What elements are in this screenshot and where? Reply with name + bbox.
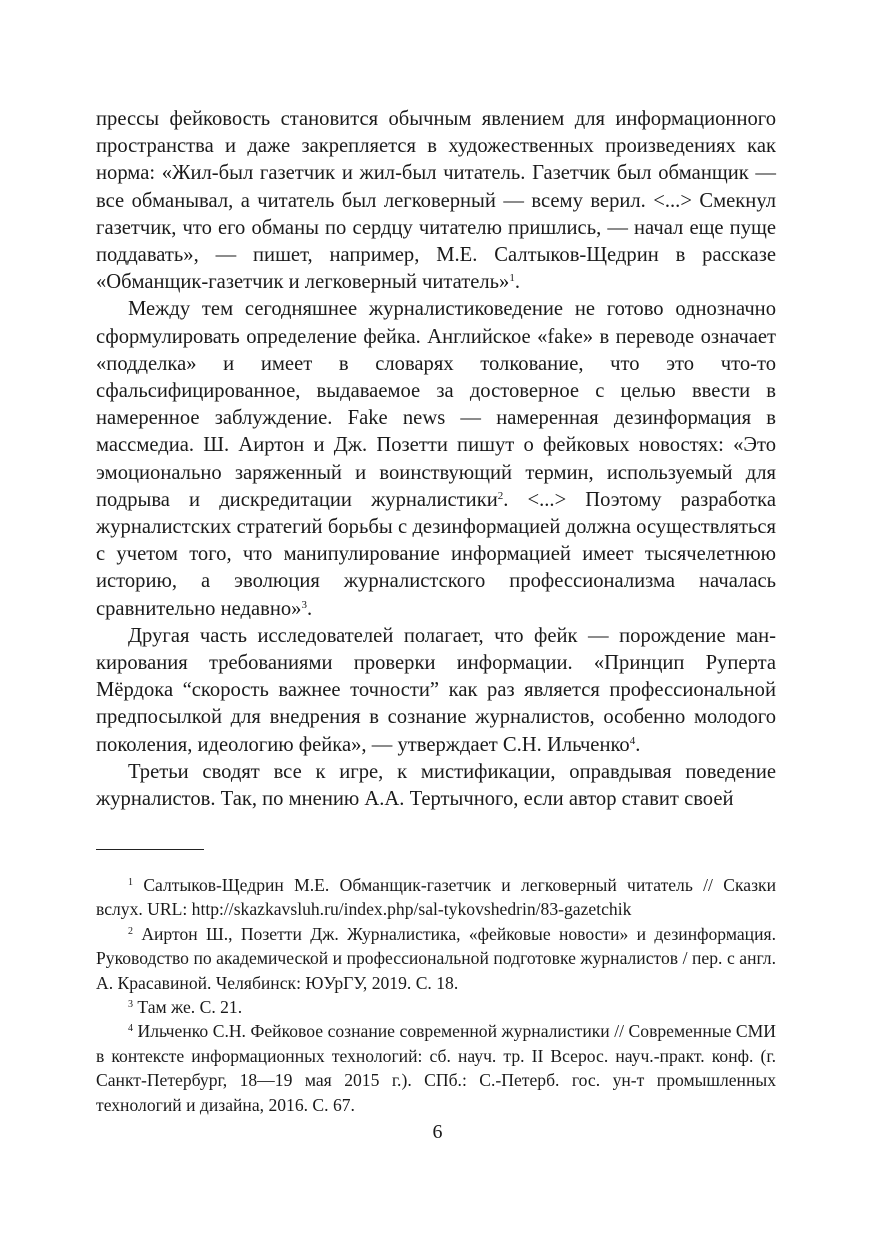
paragraph-1-end: . [514, 271, 520, 294]
footnote-2 [96, 922, 776, 995]
paragraph-3 [96, 623, 776, 759]
footnote-2-text: Аиртон Ш., Позетти Дж. Журналистика, «фейковые новости» и дезинформация. Руководство по академической и профессиональной подготовке журналистов / пер. с англ. А. Красавиной. Челябинск: ЮУрГУ, 2019. С. 18. [96, 923, 776, 993]
footnote-4-text: Ильченко С.Н. Фейковое сознание современной журналистики // Современные СМИ в контексте информационных технологий: сб. науч. тр. II Всерос. науч.-практ. конф. (г. Санкт-Петербург, 18—19 мая 2015 г.). СПб.: С.-Петерб. гос. ун-т промышленных технологий и дизайна, 2016. С. 67. [96, 1021, 776, 1115]
paragraph-2-text-a: Между тем сегодняшнее журналистиковедение не готово однозначно сформулировать определение фейка. Английское «fake» в переводе означает «подделка» и имеет в словарях толкование, что это что-то сфальсифицированное, выдаваемое за достоверное с целью ввести в намеренное заблуждение. Fake news — намеренная дезинформация в массмедиа. Ш. Аиртон и Дж. Позетти пишут о фейковых новостях: «Это эмоционально заряженный и воинствующий термин, используемый для подрыва и дискредитации журналистики [96, 298, 776, 511]
footnote-ref-1[interactable]: 1 [509, 272, 515, 285]
page-number: 6 [432, 1121, 443, 1143]
paragraph-4 [96, 759, 776, 813]
paragraph-2-text-b: . <...> Поэтому разработка журналистских стратегий борьбы с дезинформацией должна осуществляться с учетом того, что манипулирование информацией имеет тысячелетнюю историю, а эволюция журналистского профессионализма началась сравнительно недавно» [96, 488, 776, 620]
main-text [96, 106, 776, 813]
footnote-ref-4[interactable]: 4 [629, 734, 636, 747]
footnote-1 [96, 873, 776, 922]
paragraph-1 [96, 106, 776, 296]
footnote-4-number: 4 [128, 1023, 133, 1035]
footnote-2-number: 2 [128, 925, 133, 937]
footnotes [96, 873, 776, 1117]
paragraph-4-text: Третьи сводят все к игре, к мистификации, оправдывая поведение журналистов. Так, по мнению А.А. Тертычного, если автор ставит своей [96, 760, 776, 811]
footnote-1-text: Салтыков-Щедрин М.Е. Обманщик-газетчик и легковерный читатель // Сказки вслух. URL: http://skazkavsluh.ru/index.php/sal-tykovshedrin/83-gazetchik [96, 875, 776, 920]
paragraph-3-text: Другая часть исследователей полагает, что фейк — порождение манкирования требованиями проверки информации. «Принцип Руперта Мёрдока “скорость важнее точности” как раз является профессиональной предпосылкой для внедрения в сознание журналистов, особенно молодого поколения, идеологию фейка», — утверждает С.Н. Ильченко [96, 624, 776, 756]
footnote-separator [96, 849, 204, 850]
paragraph-1-text: прессы фейковость становится обычным явлением для информационного пространства и даже закрепляется в художественных произведениях как норма: «Жил-был газетчик и жил-был читатель. Газетчик был обманщик — все обманывал, а читатель был легковерный — всему верил. <...> Смекнул газетчик, что его обманы по сердцу читателю пришлись, — начал еще пуще поддавать», — пишет, например, М.Е. Салтыков-Щедрин в рассказе «Обманщик-газетчик и легковерный читатель» [96, 108, 776, 294]
footnote-ref-2[interactable]: 2 [497, 490, 504, 503]
footnote-3-number: 3 [128, 998, 133, 1010]
footnote-3-text: Там же. С. 21. [137, 997, 243, 1018]
footnote-ref-3[interactable]: 3 [301, 598, 307, 611]
paragraph-3-end: . [635, 733, 641, 756]
paragraph-2 [96, 296, 776, 622]
footnote-4 [96, 1019, 776, 1117]
footnote-3 [96, 995, 776, 1019]
paragraph-2-end: . [306, 597, 313, 620]
footnote-1-number: 1 [128, 876, 133, 888]
